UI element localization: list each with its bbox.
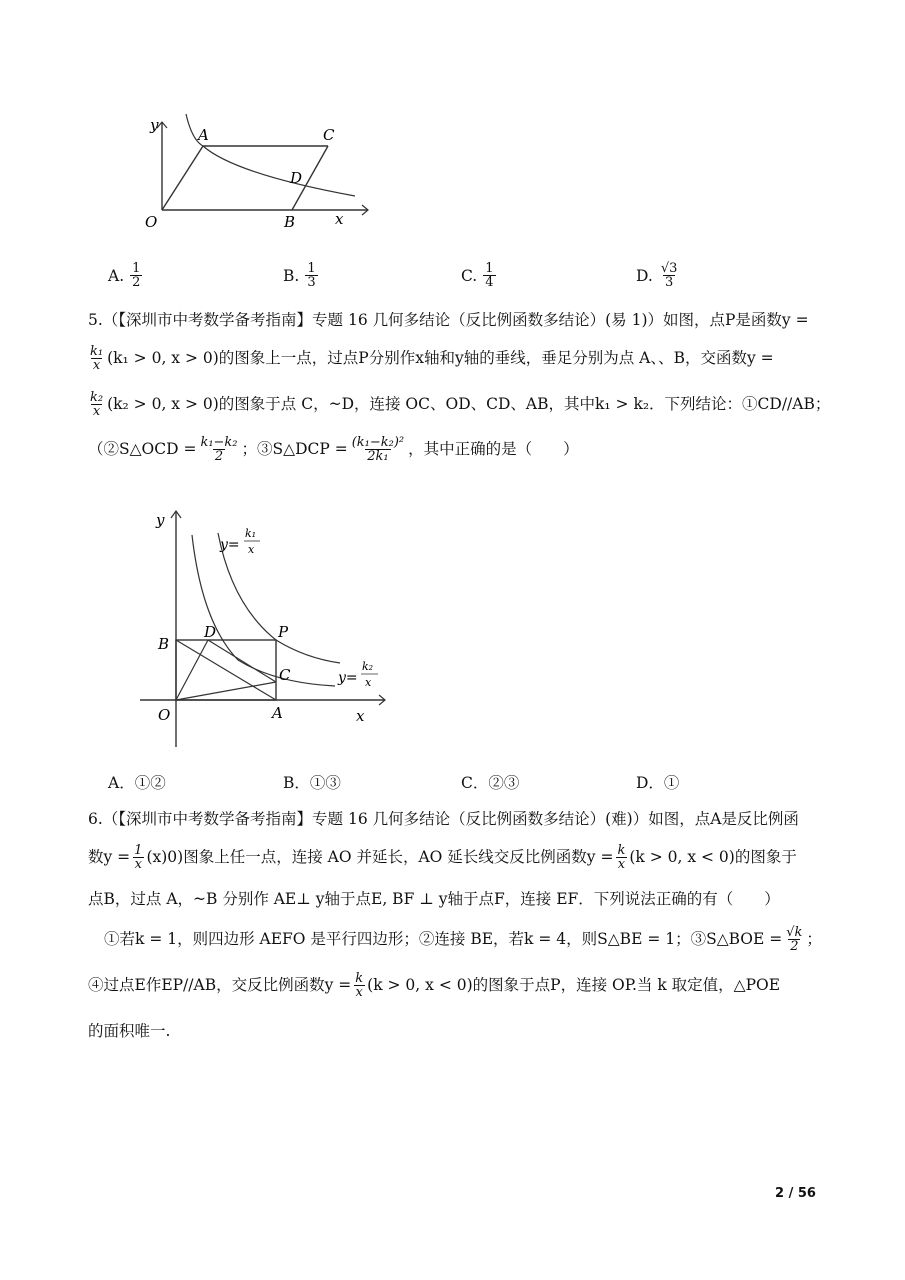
- segment-OA: [162, 146, 203, 210]
- svg-text:y=: y=: [220, 537, 240, 553]
- q5-option-d: D．①: [636, 774, 680, 792]
- label-A: A: [272, 704, 283, 722]
- q5-line-4: （②S△OCD = $\frac{\text{k₁−k₂}}{2}$ ；③S△DCP = $\frac{\text{(k₁−k₂)²}}{\text{2k₁}}$ ，其中正确的是（ ）: [88, 435, 579, 464]
- label-O: O: [145, 213, 158, 231]
- q6-line-5: ④过点E作EP//AB，交反比例函数y = $\frac{k}{x}$ (k > 0, x < 0)的图象于点P，连接 OP.当 k 取定值，△POE: [88, 971, 781, 1000]
- q5-option-a: A．①②: [108, 774, 166, 792]
- label-C: C: [279, 666, 291, 684]
- label-x: x: [356, 707, 365, 725]
- figure-1-parallelogram: [140, 110, 370, 235]
- curve-k2: [192, 535, 335, 686]
- label-B: B: [158, 635, 170, 653]
- svg-text:k₂: k₂: [362, 660, 374, 673]
- q4-option-a: A. $\frac{1}{2}$: [108, 261, 141, 290]
- q4-option-d: D. $\frac{√3}{3}$: [636, 261, 678, 290]
- page-number: 2 / 56: [775, 1186, 816, 1201]
- q4-option-b: B. $\frac{1}{3}$: [283, 261, 316, 290]
- curve-k2-label: [337, 660, 378, 689]
- q4-option-c: C. $\frac{1}{4}$: [461, 261, 494, 290]
- label-C: C: [323, 126, 335, 144]
- curve-k1-label: [219, 527, 260, 556]
- label-x: x: [335, 210, 344, 228]
- q6-line-1: 6.（【深圳市中考数学备考指南】专题 16 几何多结论（反比例函数多结论）(难)）如图，点A是反比例函: [88, 810, 799, 828]
- label-P: P: [278, 623, 289, 641]
- svg-text:x: x: [365, 676, 372, 689]
- label-D: D: [204, 623, 217, 641]
- label-y: y: [156, 511, 165, 529]
- label-B: B: [284, 213, 296, 231]
- q6-line-3: 点B，过点 A，~B 分别作 AE⊥ y轴于点E, BF ⊥ y轴于点F，连接 EF．下列说法正确的有（ ）: [88, 890, 780, 908]
- label-A: A: [198, 126, 209, 144]
- figure-2-rectangle: [140, 505, 390, 750]
- label-y: y: [150, 116, 159, 134]
- label-D: D: [290, 169, 303, 187]
- label-O: O: [158, 706, 171, 724]
- q6-line-4: ①若k = 1，则四边形 AEFO 是平行四边形；②连接 BE，若k = 4，则S△BE = 1；③S△BOE = $\frac{√k}{2}$ ；: [104, 925, 822, 954]
- q6-line-6: 的面积唯一.: [88, 1022, 171, 1040]
- q5-line-3: $\frac{\text{k₂}}{x}$ (k₂ > 0, x > 0)的图象于点 C，~D，连接 OC、OD、CD、AB，其中k₁ > k₂．下列结论：①CD//AB；: [90, 390, 831, 419]
- svg-text:k₁: k₁: [245, 527, 257, 540]
- svg-text:y=: y=: [338, 670, 358, 686]
- q6-line-2: 数y = $\frac{1}{x}$ (x)0)图象上任一点，连接 AO 并延长，AO 延长线交反比例函数y = $\frac{k}{x}$ (k > 0, x < 0)的图象于: [88, 843, 797, 872]
- svg-text:x: x: [248, 543, 255, 556]
- q5-option-b: B．①③: [283, 774, 341, 792]
- q5-line-2: $\frac{\text{k₁}}{x}$ (k₁ > 0, x > 0)的图象上一点，过点P分别作x轴和y轴的垂线，垂足分别为点 A、、B，交函数y =: [90, 344, 774, 373]
- segment-CD: [208, 640, 276, 682]
- q5-option-c: C．②③: [461, 774, 520, 792]
- q5-line-1: 5.（【深圳市中考数学备考指南】专题 16 几何多结论（反比例函数多结论）(易 1)）如图，点P是函数y =: [88, 311, 809, 329]
